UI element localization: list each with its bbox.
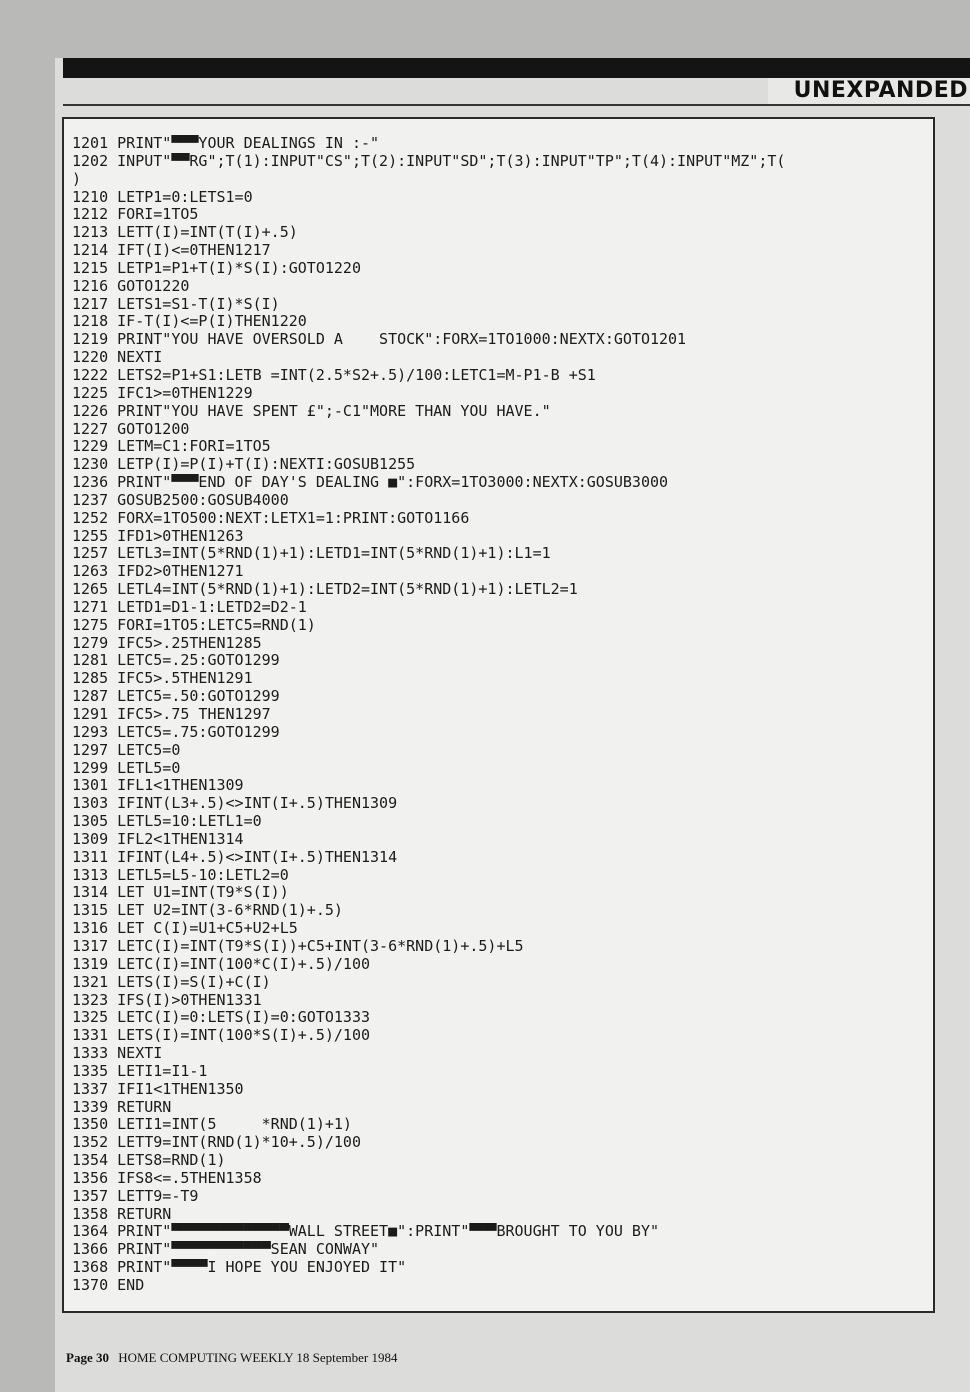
code-line: 1301 IFL1<1THEN1309 [72, 777, 244, 795]
code-line: 1333 NEXTI [72, 1045, 163, 1063]
code-line: 1222 LETS2=P1+S1:LETB =INT(2.5*S2+.5)/100:LETC1=M-P1-B +S1 [72, 366, 596, 384]
code-line: 1321 LETS(I)=S(I)+C(I) [72, 973, 271, 991]
code-line: 1220 NEXTI [72, 349, 163, 367]
code-line: 1281 LETC5=.25:GOTO1299 [72, 652, 280, 670]
code-line: 1265 LETL4=INT(5*RND(1)+1):LETD2=INT(5*RND(1)+1):LETL2=1 [72, 581, 578, 599]
code-line: 1219 PRINT"YOU HAVE OVERSOLD A STOCK":FORX=1TO1000:NEXTX:GOTO1201 [72, 331, 687, 349]
code-line: 1255 IFD1>0THEN1263 [72, 527, 244, 545]
code-line: 1357 LETT9=-T9 [72, 1187, 199, 1205]
code-line: 1214 IFT(I)<=0THEN1217 [72, 242, 271, 260]
code-line: 1212 FORI=1TO5 [72, 206, 199, 224]
code-line: 1257 LETL3=INT(5*RND(1)+1):LETD1=INT(5*RND(1)+1):L1=1 [72, 545, 551, 563]
code-line: 1368 PRINT"▀▀▀▀I HOPE YOU ENJOYED IT" [72, 1259, 407, 1277]
code-line: 1285 IFC5>.5THEN1291 [72, 670, 253, 688]
code-line: 1339 RETURN [72, 1098, 172, 1116]
header-bar [63, 58, 970, 78]
code-line: 1297 LETC5=0 [72, 741, 181, 759]
code-line: 1230 LETP(I)=P(I)+T(I):NEXTI:GOSUB1255 [72, 456, 416, 474]
code-line: ) [72, 170, 82, 188]
code-line: 1213 LETT(I)=INT(T(I)+.5) [72, 224, 298, 242]
code-line: 1252 FORX=1TO500:NEXT:LETX1=1:PRINT:GOTO1166 [72, 509, 470, 527]
code-line: 1218 IF-T(I)<=P(I)THEN1220 [72, 313, 307, 331]
code-line: 1201 PRINT"▀▀▀YOUR DEALINGS IN :-" [72, 135, 380, 152]
code-line: 1236 PRINT"▀▀▀END OF DAY'S DEALING ■":FORX=1TO3000:NEXTX:GOSUB3000 [72, 474, 669, 492]
code-line: 1356 IFS8<=.5THEN1358 [72, 1169, 262, 1187]
code-line: 1226 PRINT"YOU HAVE SPENT £";-C1"MORE THAN YOU HAVE." [72, 402, 551, 420]
code-line: 1237 GOSUB2500:GOSUB4000 [72, 491, 289, 509]
code-line: 1354 LETS8=RND(1) [72, 1152, 226, 1170]
code-line: 1217 LETS1=S1-T(I)*S(I) [72, 295, 280, 313]
code-line: 1225 IFC1>=0THEN1229 [72, 384, 253, 402]
code-listing [72, 135, 931, 1295]
page-footer [66, 1350, 397, 1366]
page-number: Page 30 [66, 1350, 109, 1365]
code-line: 1311 IFINT(L4+.5)<>INT(I+.5)THEN1314 [72, 848, 398, 866]
header-rule [63, 104, 970, 106]
code-line: 1331 LETS(I)=INT(100*S(I)+.5)/100 [72, 1027, 371, 1045]
code-line: 1335 LETI1=I1-1 [72, 1062, 208, 1080]
code-line: 1271 LETD1=D1-1:LETD2=D2-1 [72, 598, 307, 616]
code-line: 1313 LETL5=L5-10:LETL2=0 [72, 866, 289, 884]
code-line: 1227 GOTO1200 [72, 420, 190, 438]
code-line: 1305 LETL5=10:LETL1=0 [72, 813, 262, 831]
code-line: 1370 END [72, 1277, 145, 1294]
code-line: 1291 IFC5>.75 THEN1297 [72, 706, 271, 723]
code-line: 1314 LET U1=INT(T9*S(I)) [72, 884, 289, 902]
code-line: 1293 LETC5=.75:GOTO1299 [72, 723, 280, 741]
code-line: 1316 LET C(I)=U1+C5+U2+L5 [72, 920, 298, 938]
code-line: 1315 LET U2=INT(3-6*RND(1)+.5) [72, 902, 343, 920]
code-line: 1287 LETC5=.50:GOTO1299 [72, 688, 280, 706]
code-line: 1299 LETL5=0 [72, 759, 181, 777]
code-line: 1337 IFI1<1THEN1350 [72, 1080, 244, 1098]
code-line: 1216 GOTO1220 [72, 277, 190, 295]
code-line: 1229 LETM=C1:FORI=1TO5 [72, 438, 271, 456]
code-line: 1325 LETC(I)=0:LETS(I)=0:GOTO1333 [72, 1009, 371, 1027]
code-line: 1275 FORI=1TO5:LETC5=RND(1) [72, 616, 316, 634]
code-line: 1323 IFS(I)>0THEN1331 [72, 991, 262, 1009]
code-listing-box [62, 117, 935, 1313]
section-label: UNEXPANDED [768, 78, 970, 104]
code-line: 1210 LETP1=0:LETS1=0 [72, 188, 253, 206]
code-line: 1263 IFD2>0THEN1271 [72, 563, 244, 581]
code-line: 1350 LETI1=INT(5 *RND(1)+1) [72, 1116, 352, 1134]
code-line: 1202 INPUT"▀▀RG";T(1):INPUT"CS";T(2):INPUT"SD";T(3):INPUT"TP";T(4):INPUT"MZ";T( [72, 152, 786, 170]
code-line: 1303 IFINT(L3+.5)<>INT(I+.5)THEN1309 [72, 795, 398, 813]
code-line: 1352 LETT9=INT(RND(1)*10+.5)/100 [72, 1134, 361, 1152]
code-line: 1279 IFC5>.25THEN1285 [72, 634, 262, 652]
code-line: 1364 PRINT"▀▀▀▀▀▀▀▀▀▀▀▀▀WALL STREET■":PRINT"▀▀▀BROUGHT TO YOU BY" [72, 1223, 659, 1241]
publication-info: HOME COMPUTING WEEKLY 18 September 1984 [118, 1350, 398, 1365]
code-line: 1309 IFL2<1THEN1314 [72, 830, 244, 848]
code-line: 1215 LETP1=P1+T(I)*S(I):GOTO1220 [72, 259, 361, 277]
code-line: 1319 LETC(I)=INT(100*C(I)+.5)/100 [72, 955, 371, 973]
code-line: 1317 LETC(I)=INT(T9*S(I))+C5+INT(3-6*RND(1)+.5)+L5 [72, 937, 524, 955]
code-line: 1358 RETURN [72, 1205, 172, 1223]
code-line: 1366 PRINT"▀▀▀▀▀▀▀▀▀▀▀SEAN CONWAY" [72, 1241, 380, 1259]
